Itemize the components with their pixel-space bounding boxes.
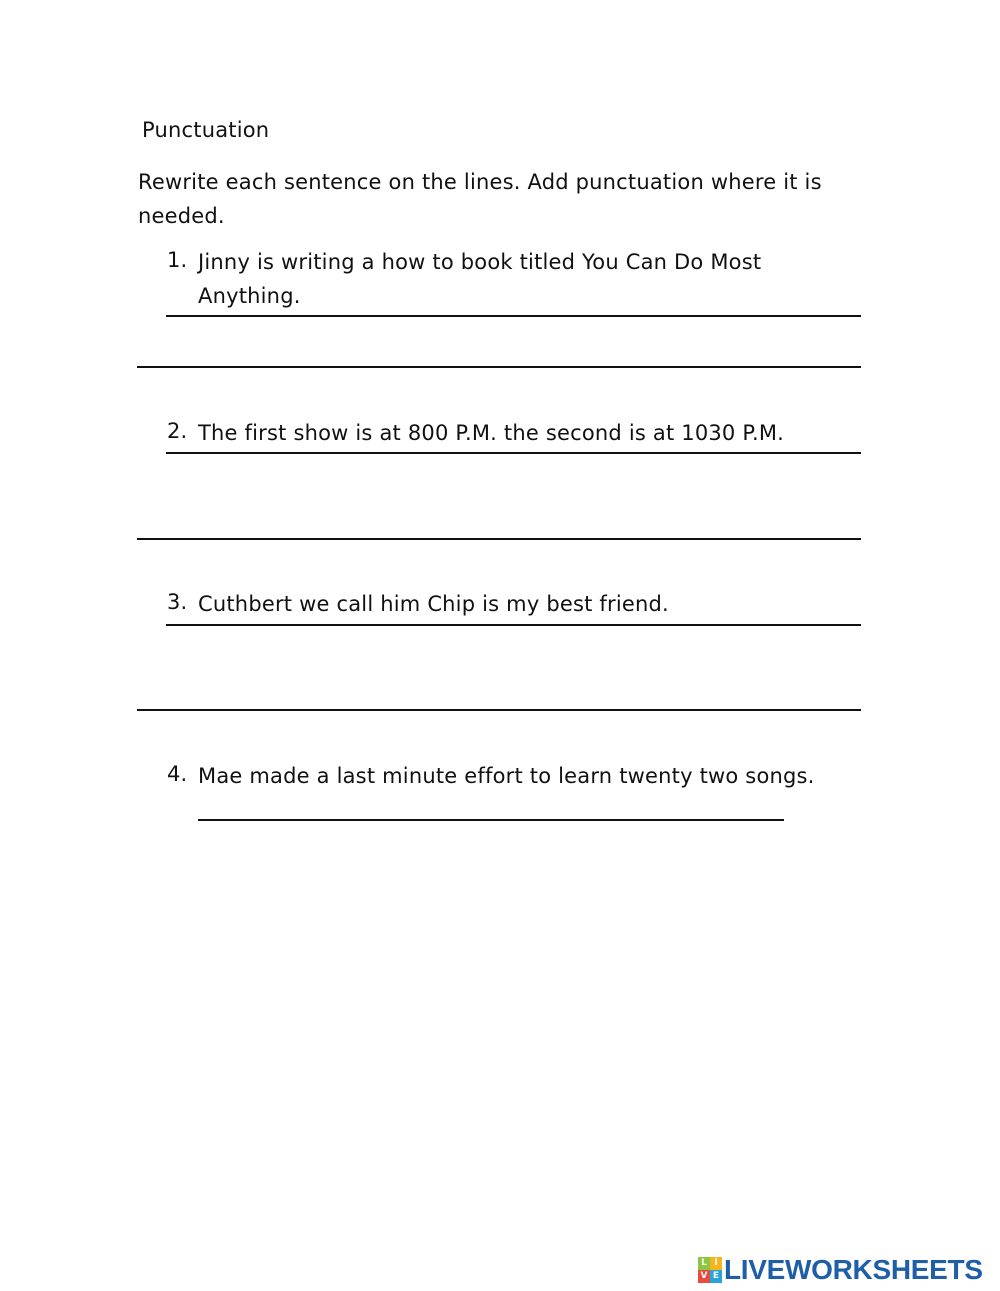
question-3-number: 3. — [167, 590, 188, 614]
question-2-text: The first show is at 800 P.M. the second is at 1030 P.M. — [198, 421, 785, 445]
liveworksheets-logo — [698, 1255, 983, 1285]
worksheet-title: Punctuation — [142, 118, 270, 142]
answer-line-2b[interactable] — [137, 538, 861, 540]
logo-blocks-icon: L I V E — [698, 1257, 722, 1283]
question-3-text: Cuthbert we call him Chip is my best friend. — [198, 592, 669, 616]
question-2-number: 2. — [167, 419, 188, 443]
answer-line-1b[interactable] — [137, 366, 861, 368]
answer-line-2a[interactable] — [166, 452, 861, 454]
question-1-text-line1: Jinny is writing a how to book titled You Can Do Most — [198, 250, 762, 274]
question-4-number: 4. — [167, 762, 188, 786]
question-4-text: Mae made a last minute effort to learn twenty two songs. — [198, 764, 815, 788]
logo-brand-text: LIVEWORKSHEETS — [724, 1254, 983, 1285]
answer-line-1a[interactable] — [166, 315, 861, 317]
question-1-number: 1. — [167, 248, 188, 272]
answer-line-3b[interactable] — [137, 709, 861, 711]
instructions-text: Rewrite each sentence on the lines. Add punctuation where it is needed. — [138, 170, 822, 228]
question-1-text-line2: Anything. — [198, 284, 301, 308]
answer-line-3a[interactable] — [166, 624, 861, 626]
answer-line-4[interactable] — [198, 819, 784, 821]
